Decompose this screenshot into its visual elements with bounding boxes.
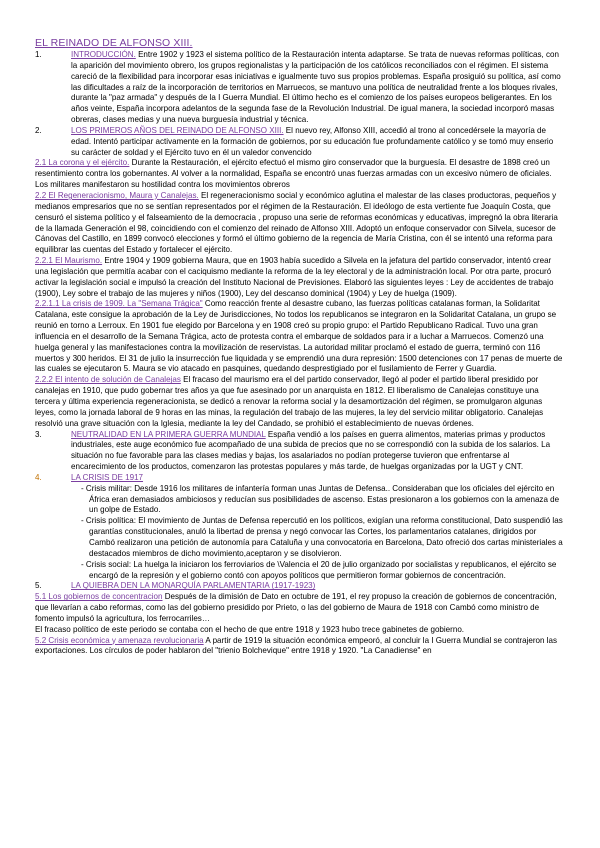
subsection-text: Como reacción frente al desastre cubano, las fuerzas políticas catalanas forman, la Solidaritat Catalana, este consigue la aprobación de la Ley de Jurisdicciones, No todos los republicanos se integraron en la Solidaritat Catalana, un grupo se reunió en torno a Lerroux. En 1901 fue elegido por Barcelona y en 1908 creó su propio grupo: el Partido Republicano Radical. Tuvo una gran influencia en el desarrollo de la Semana Trágica, acto de protesta contra el embarque de soldados para ir a luchar a Marruecos. Comenzó una huelga general y las manifestaciones contra la movilización de reservistas. La autoridad militar proclamó el estado de guerra, terminó con 116 muertos y 300 heridos. El 31 de julio la insurrección fue liquidada y se emprendió una dura represión: 1500 detenciones con 17 penas de muerte de las cuales se ejecutaron 5. Maura se vio atacado en pasquines, quedando desprestigiado por el fusilamiento de Ferrer y Guardia. <box>35 299 563 374</box>
subsection-text: Entre 1904 y 1909 gobierna Maura, que en 1903 había sucedido a Silvela en la jefatura del partido conservador, intentó crear una legislación que permitía acabar con el caciquismo mediante la reforma de la ley electoral y de la administración local. Por otra parte, procuró activar la legislación social e impulsó la creación del Instituto Nacional de Previsiones. Elaboró las siguientes leyes : Ley de accidentes de trabajo (1900), Ley sobre el trabajo de las mujeres y niños (1900), Ley del descanso dominical (1904) y Ley de huelga (1909). <box>35 256 554 298</box>
section-heading-link[interactable]: LA QUIEBRA DEN LA MONARQUÍA PARLAMENTARIA (1917-1923) <box>71 581 316 591</box>
subsection-regeneracionismo <box>35 191 563 256</box>
subsection-heading-link[interactable]: 2.1 La corona y el ejército. <box>35 158 130 168</box>
subsection-text: El regeneracionismo social y económico aglutina el malestar de las clases productoras, pequeños y medianos empresarios que no se sentían representados por el régimen de la Restauración. El ideólogo de esta vertiente fue Joaquín Costa, que censuró el sistema político y el falseamiento de la democracia , propuso una serie de reformas económicas y educativas, impregnó la obra literaria de la llamada Generación el 98, coincidiendo con el comienzo del reinado de Alfonso XIII. Adoptó un enfoque conservador con Silvela, sucesor de Cánovas del Castillo, en 1899 convocó elecciones y formó el último gobierno de la regencia de María Cristina, con él se intentó una reforma para equilibrar las cuentas del Estado y fortalecer el ejército. <box>35 190 558 255</box>
subsection-crisis-economica <box>35 636 563 658</box>
section-heading-link[interactable]: INTRODUCCIÓN. <box>71 50 136 59</box>
section-crisis-1917 <box>35 473 563 484</box>
subsection-text: Durante la Restauración, el ejército efectuó el mismo giro conservador que la burguesía. El desastre de 1898 creó un resentimiento contra los gobernantes. Al volver a la normalidad, España se encontró unas fuerzas armadas con un excesivo número de oficiales. Los militares manifestaron su hostilidad contra los movimientos obreros <box>35 158 552 190</box>
document-body <box>35 50 563 657</box>
section-text: España vendió a los países en guerra alimentos, materias primas y productos industriales, este auge económico fue acompañado de una subida de precios que no se correspondió con la subida de los salarios. La situación no fue favorable para las clases medias y bajas, los asalariados no podían protegerse tuvieron que enfrentarse al encarecimiento de los productos, comenzaron las protestas populares y más tarde, de huelgas organizadas por la UGT y CNT. <box>71 429 551 472</box>
subsection-corona-ejercito <box>35 158 563 191</box>
subsection-text: El fracaso del maurismo era el del partido conservador, llegó al poder el partido liberal presidido por canalejas en 1910, que pudo gobernar tres años ya que fue asesinado por un anarquista en 1812. El liberalismo de Canalejas constituye una tercera y última experiencia regeneracionista, se dedicó a renovar la reforma social y la desamortización del régimen, se promulgaron algunas leyes, como la jornada laboral de 9 horas en las minas, la regulación del trabajo de las mujeres, la ley del servicio militar obligatorio. Canalejas resolvió una grave situación con la Iglesia, mediante la ley del Candado, se prohibió el establecimiento de nuevas órdenes. <box>35 375 544 428</box>
list-item-text: Crisis militar: Desde 1916 los militares de infantería forman unas Juntas de Defensa.. Consideraban que los oficiales del ejército en África eran demasiados ambiciosos y reducían sus posibilidades de ascenso. Estas presionaron a los gobiernos con la amenaza de un golpe de Estado. <box>85 483 560 515</box>
subsection-heading-link[interactable]: 5.1 Los gobiernos de concentracion <box>35 592 163 602</box>
section-number: 2. <box>35 125 42 135</box>
list-item-text: Crisis política: El movimiento de Juntas de Defensa repercutió en los políticos, exigían una reforma constitucional, Dato suspendió las garantías constitucionales, anuló la libertad de prensa y negó convocar las Cortes, los parlamentarios catalanes, dirigidos por Cambó realizaron una petición de autonomía para Cataluña y una convocatoria en Barcelona, Dato ofreció dos cartas ministeriales a destacados miembros de dicho movimiento,aceptaron y se disolvieron. <box>85 516 563 558</box>
subsection-text: A partir de 1919 la situación económica empeoró, al concluir la I Guerra Mundial se contrajeron las exportaciones. Los círculos de poder hablaron del "trienio Bolchevique" entre 1918 y 1920. "La Canadiense" en <box>35 635 557 656</box>
section-primeros-anos <box>35 126 563 159</box>
section-number: 4. <box>35 472 42 482</box>
section-heading-link[interactable]: NEUTRALIDAD EN LA PRIMERA GUERRA MUNDIAL <box>71 429 266 439</box>
subsection-heading-link[interactable]: 2.2.1 El Maurismo. <box>35 256 103 266</box>
subsection-semana-tragica <box>35 299 563 375</box>
paragraph-fracaso-politico <box>35 625 563 636</box>
section-neutralidad <box>35 430 563 473</box>
section-introduccion <box>35 50 563 126</box>
subsection-maurismo <box>35 256 563 299</box>
section-text: El nuevo rey, Alfonso XIII, accedió al trono al concedérsele la mayoría de edad. Intentó participar activamente en la formación de gobiernos, por su educación fue profundamente católico y se tomó muy enserio su carácter de soldad y el Ejército tuvo en él un valedor convencido <box>71 125 554 157</box>
subsection-heading-link[interactable]: 2.2.2 El intento de solución de Canalejas <box>35 375 181 385</box>
section-number: 3. <box>35 429 42 439</box>
subsection-text: Después de la dimisión de Dato en octubre de 191, el rey propuso la creación de gobiernos de concentración, que llevarían a cabo reformas, como las del gobierno presidido por Prieto, o las del gobierno de Maura de 1918 con Cambó como ministro de fomento impulsó la agricultura, los ferrocarriles… <box>35 592 557 623</box>
section-heading-link[interactable]: LA CRISIS DE 1917 <box>71 472 144 482</box>
list-item-crisis-politica: - Crisis política: El movimiento de Juntas de Defensa repercutió en los políticos, exigían una reforma constitucional, Dato suspendió las garantías constitucionales, anuló la libertad de prensa y negó convocar las Cortes, los parlamentarios catalanes, dirigidos por Cambó realizaron una petición de autonomía para Cataluña y una convocatoria en Barcelona, Dato ofreció dos cartas ministeriales a destacados miembros de dicho movimiento,aceptaron y se disolvieron. <box>81 516 563 558</box>
subsection-heading-link[interactable]: 2.2.1.1 La crisis de 1909. La "Semana Trágica" <box>35 299 203 309</box>
list-item-text: Crisis social: La huelga la iniciaron los ferroviarios de \Valencia el 20 de julio organizado por socialistas y republicanos, el ejército se encargó de la represión y el gobierno contó con apoyos políticos que permitieron formar gobiernos de concentración. <box>85 559 557 580</box>
subsection-canalejas <box>35 375 563 429</box>
section-number: 1. <box>35 50 42 59</box>
subsection-heading-link[interactable]: 5.2 Crisis económica y amenaza revolucionaria <box>35 635 204 645</box>
paragraph-text: El fracaso político de este periodo se contaba con el hecho de que entre 1918 y 1923 hubo trece gabinetes de gobierno. <box>35 624 465 634</box>
document-title: EL REINADO DE ALFONSO XIII. <box>35 37 193 49</box>
subsection-gobiernos-concentracion <box>35 592 563 625</box>
section-number: 5. <box>35 581 42 591</box>
list-item-crisis-militar: - Crisis militar: Desde 1916 los militares de infantería forman unas Juntas de Defensa.. Consideraban que los oficiales del ejército en África eran demasiados ambiciosos y reducían sus posibilidades de ascenso. Estas presionaron a los gobiernos con la amenaza de un golpe de Estado. <box>81 483 560 515</box>
section-text: Entre 1902 y 1923 el sistema político de la Restauración intenta adaptarse. Se trata de nuevas reformas políticas, con la aparición del movimiento obrero, los grupos regionalistas y la participación de los católicos reconciliados con el régimen. El sistema careció de la flexibilidad para incorporar esas iniciativas e igualmente tuvo sus propios problemas. España prosiguió su política, así como las dificultades a raíz de la incorporación de territorios en Marruecos, se mantuvo una política de neutralidad frente a los bloques rivales, durante la "paz armada" y después de la I Guerra Mundial. El último hecho es el comienzo de los países europeos beligerantes. En los años veinte, España incorpora adelantos de la segunda fase de la Revolución Industrial. De igual manera, la sociedad incorporó masas obreras, clases medias y una nueva burguesía industrial y técnica. <box>71 50 561 125</box>
subsection-heading-link[interactable]: 2.2 El Regeneracionismo, Maura y Canalejas. <box>35 190 199 200</box>
section-quiebra-monarquia <box>35 581 563 592</box>
section-heading-link[interactable]: LOS PRIMEROS AÑOS DEL REINADO DE ALFONSO XIII. <box>71 125 284 135</box>
list-item-crisis-social: - Crisis social: La huelga la iniciaron los ferroviarios de \Valencia el 20 de julio organizado por socialistas y republicanos, el ejército se encargó de la represión y el gobierno contó con apoyos políticos que permitieron formar gobiernos de concentración. <box>81 559 557 580</box>
